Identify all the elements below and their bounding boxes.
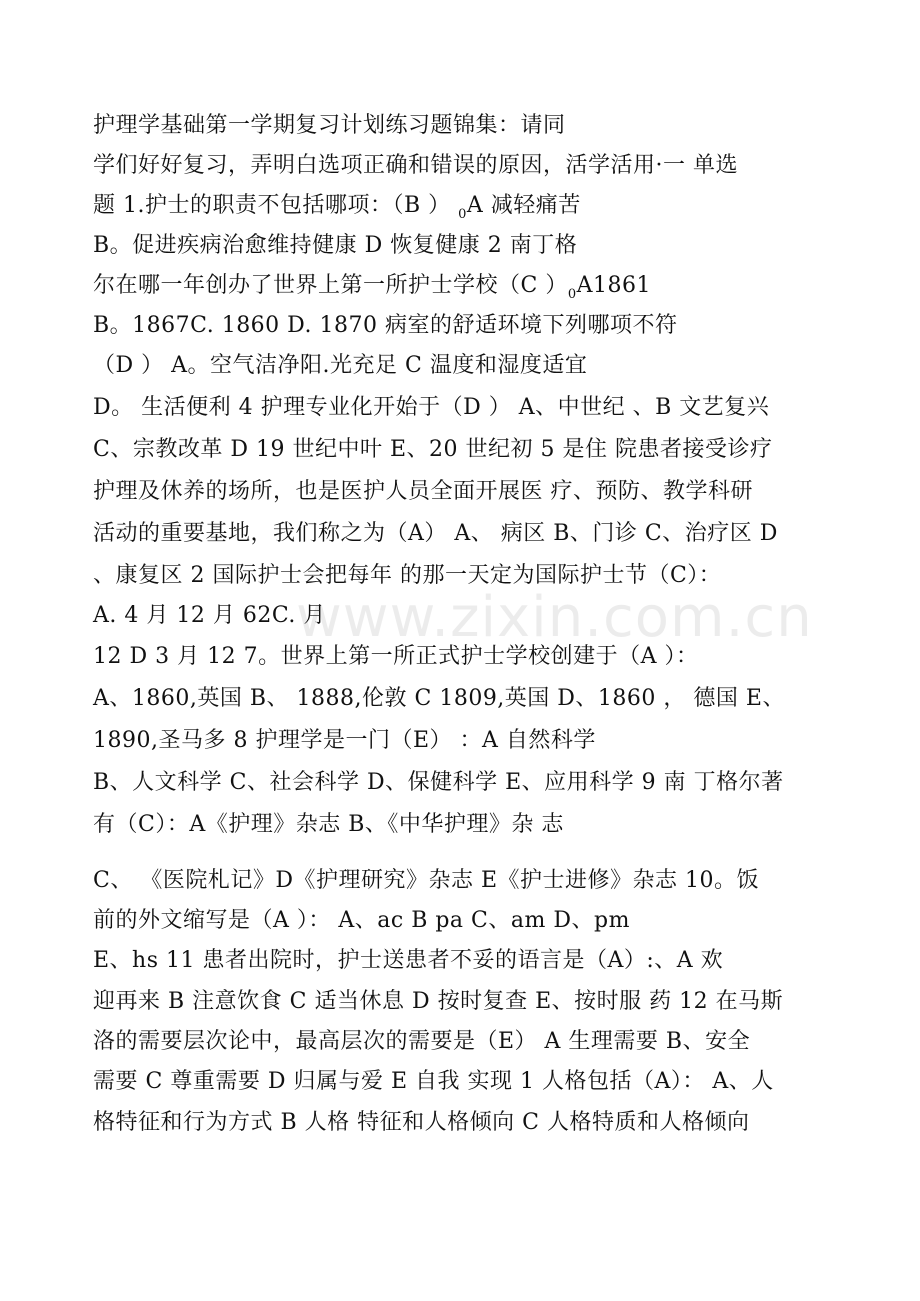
text-line-20: 前的外文缩写是（A ）： A、ac B pa C、am D、pm xyxy=(93,908,630,933)
text-line-15: A、1860,英国 B、 1888,伦敦 C 1809,英国 D、1860 ， 德国 E、 xyxy=(93,686,785,711)
text-line-10: 护理及休养的场所，也是医护人员全面开展医 疗、预防、教学科研 xyxy=(93,479,753,504)
subscript-text: 0 xyxy=(567,287,577,302)
text-line-11: 活动的重要基地，我们称之为（A） A、 病区 B、门诊 C、治疗区 D xyxy=(93,521,778,546)
text-line-19: C、 《医院札记》D《护理研究》杂志 E《护士进修》杂志 10。饭 xyxy=(93,868,760,893)
text-line-8: D。 生活便利 4 护理专业化开始于（D ） A、中世纪 、B 文艺复兴 xyxy=(93,395,770,420)
text-line-21: E、hs 11 患者出院时，护士送患者不妥的语言是（A）:、A 欢 xyxy=(93,948,724,973)
text-line-6: B。1867C. 1860 D. 1870 病室的舒适环境下列哪项不符 xyxy=(93,313,678,338)
text-line-2: 学们好好复习，弄明白选项正确和错误的原因，活学活用·一 单选 xyxy=(93,153,738,178)
text-line-23: 洛的需要层次论中，最高层次的需要是（E） A 生理需要 B、安全 xyxy=(93,1029,751,1054)
text-line-4: B。促进疾病治愈维持健康 D 恢复健康 2 南丁格 xyxy=(93,233,578,258)
text-line-3: 题 1.护士的职责不包括哪项：（B ） $_0$A 减轻痛苦 xyxy=(93,193,581,222)
watermark: www.zixin.com.cn xyxy=(296,585,813,650)
text-line-5: 尔在哪一年创办了世界上第一所护士学校（C ）$_0A1861$ xyxy=(93,273,651,302)
text-line-1: 护理学基础第一学期复习计划练习题锦集：请同 xyxy=(93,113,566,138)
text-line-18: 有（C）：A《护理》杂志 B、《中华护理》杂 志 xyxy=(93,812,564,837)
text-line-22: 迎再来 B 注意饮食 C 适当休息 D 按时复查 E、按时服 药 12 在马斯 xyxy=(93,989,784,1014)
text-line-12: 、康复区 2 国际护士会把每年 的那一天定为国际护士节（C）： xyxy=(93,563,722,588)
text-line-24: 需要 C 尊重需要 D 归属与爱 E 自我 实现 1 人格包括（A）： A、人 xyxy=(93,1069,774,1094)
text-line-9: C、宗教改革 D 19 世纪中叶 E、20 世纪初 5 是住 院患者接受诊疗 xyxy=(93,437,773,462)
subscript-text: 0 xyxy=(458,207,467,222)
text-line-16: 1890,圣马多 8 护理学是一门（E） ：A 自然科学 xyxy=(93,728,596,753)
text-line-7: （D ） A。空气洁净阳.光充足 C 温度和湿度适宜 xyxy=(93,353,588,378)
text-line-13: A. 4 月 12 月 62C. 月 xyxy=(93,603,326,628)
text-line-14: 12 D 3 月 12 7。世界上第一所正式护士学校创建于（A ）： xyxy=(93,644,699,669)
text-line-17: B、人文科学 C、社会科学 D、保健科学 E、应用科学 9 南 丁格尔著 xyxy=(93,770,784,795)
text-line-25: 格特征和行为方式 B 人格 特征和人格倾向 C 人格特质和人格倾向 xyxy=(93,1110,750,1135)
